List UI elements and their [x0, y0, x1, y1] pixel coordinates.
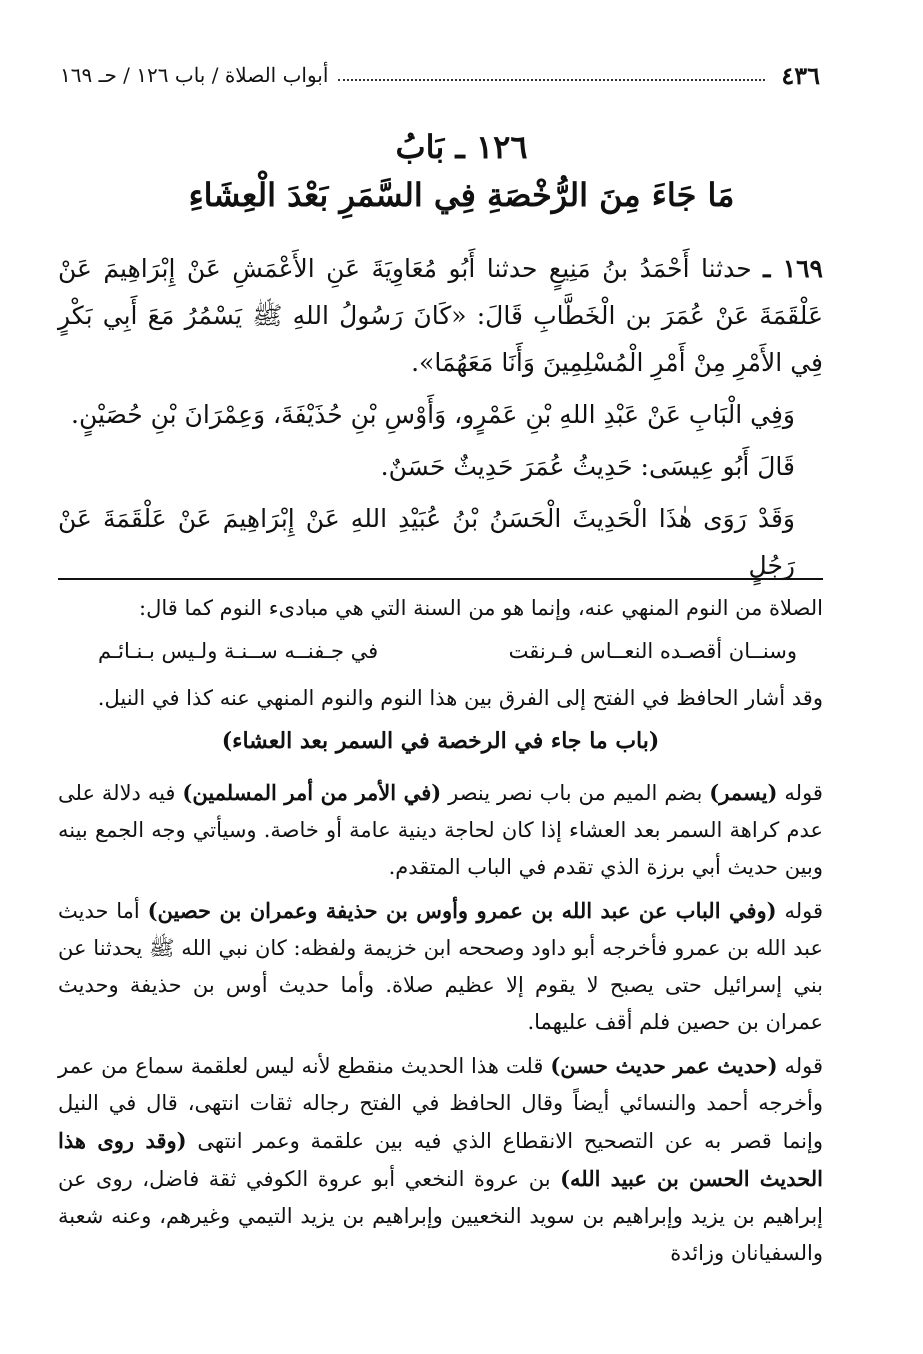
dotted-leader [338, 69, 765, 81]
chapter-title: مَا جَاءَ مِنَ الرُّخْصَةِ فِي السَّمَرِ بَعْدَ الْعِشَاءِ [188, 176, 735, 214]
narration-line: وَقَدْ رَوَى هٰذَا الْحَدِيثَ الْحَسَنُ بْنُ عُبَيْدِ اللهِ عَنْ إِبْرَاهِيمَ عَنْ عَلْقَمَةَ عَنْ رَجُلٍ [58, 504, 795, 580]
page-number: ٤٣٦ [781, 60, 820, 90]
running-head [60, 58, 820, 92]
poem-second-hemistich: في جـفنــه ســنـة ولـيس بـنـائـم [98, 639, 379, 663]
p3-rest: بن عروة النخعي أبو عروة الكوفي ثقة فاضل، روى عن إبراهيم بن يزيد وإبراهيم بن سويد النخعيين وإبراهيم بن يزيد التيمي وغيرهم، وعنه شعبة والسفيانان وزائدة [58, 1167, 823, 1265]
p3-quote-1: (حديث عمر حديث حسن) [550, 1053, 778, 1078]
p1-rest: فيه دلالة على عدم كراهة السمر بعد العشاء إذا كان لحاجة دينية عامة أو خاصة. وسيأتي وجه الجمع بينه وبين حديث أبي برزة الذي تقدم في الباب المتقدم. [58, 781, 823, 879]
p2-lead: قوله [784, 899, 823, 923]
p1-lead: قوله [784, 781, 823, 805]
hadith-number: ١٦٩ ـ [763, 254, 823, 283]
commentary-paragraph-2 [58, 892, 823, 1041]
section-heading: (باب ما جاء في الرخصة في السمر بعد العشاء) [221, 728, 660, 754]
commentary-text [58, 590, 823, 1278]
commentary-paragraph-3 [58, 1047, 823, 1272]
p1-quote-1: (يسمر) [709, 780, 778, 805]
running-head-title: أبواب الصلاة / باب ١٢٦ / حـ ١٦٩ [60, 63, 329, 87]
poem-first-hemistich: وسنــان أقصـده النعــاس فـرنقت [508, 639, 797, 663]
chapter-number: ١٢٦ ـ بَابُ [395, 128, 528, 166]
commentary-intro: الصلاة من النوم المنهي عنه، وإنما هو من السنة التي هي مبادىء النوم كما قال: [139, 596, 823, 620]
hadith-paragraph [58, 245, 823, 386]
footnote-separator [58, 578, 823, 580]
poem-verse [58, 633, 823, 670]
p3-quote-2: (وقد روى هذا الحديث الحسن بن عبيد الله) [58, 1128, 824, 1191]
hadith-body: حدثنا أَحْمَدُ بنُ مَنِيعٍ حدثنا أَبُو مُعَاوِيَةَ عَنِ الأَعْمَشِ عَنْ إِبْرَاهِيمَ عَنْ عَلْقَمَةَ عَنْ عُمَرَ بن الْخَطَّابِ قَالَ: «كَانَ رَسُولُ اللهِ ﷺ يَسْمُرُ مَعَ أَبِي بَكْرٍ فِي الأَمْرِ مِنْ أَمْرِ الْمُسْلِمِينَ وَأَنَا مَعَهُمَا». [58, 254, 823, 377]
hadith-text [58, 245, 823, 594]
commentary-after-poem: وقد أشار الحافظ في الفتح إلى الفرق بين هذا النوم والنوم المنهي عنه كذا في النيل. [97, 686, 823, 710]
p3-mid: قلت هذا الحديث منقطع لأنه ليس لعلقمة سماع من عمر وأخرجه أحمد والنسائي أيضاً وقال الحافظ في الفتح رجاله ثقات انتهى، قال في النيل وإنما قصر به عن التصحيح الانقطاع الذي فيه بين علقمة وعمر انتهى [58, 1054, 823, 1153]
bab-paragraph: وَفِي الْبَابِ عَنْ عَبْدِ اللهِ بْنِ عَمْرٍو، وَأَوْسِ بْنِ حُذَيْفَةَ، وَعِمْرَانَ بْنِ حُصَيْنٍ. [71, 400, 795, 429]
abu-isa-paragraph: قَالَ أَبُو عِيسَى: حَدِيثُ عُمَرَ حَدِيثٌ حَسَنٌ. [380, 452, 795, 481]
p2-quote-1: (وفي الباب عن عبد الله بن عمرو وأوس بن حذيفة وعمران بن حصين) [147, 898, 777, 923]
p1-quote-2: (في الأمر من أمر المسلمين) [182, 780, 442, 805]
p2-rest: أما حديث عبد الله بن عمرو فأخرجه أبو داود وصححه ابن خزيمة ولفظه: كان نبي الله ﷺ يحدثنا عن بني إسرائيل حتى يصبح لا يقوم إلا عظيم صلاة. وأما حديث أوس بن حذيفة وحديث عمران بن حصين فلم أقف عليهما. [58, 899, 823, 1034]
p1-mid: بضم الميم من باب نصر ينصر [448, 781, 703, 805]
p3-lead: قوله [784, 1054, 823, 1078]
commentary-paragraph-1 [58, 774, 823, 886]
